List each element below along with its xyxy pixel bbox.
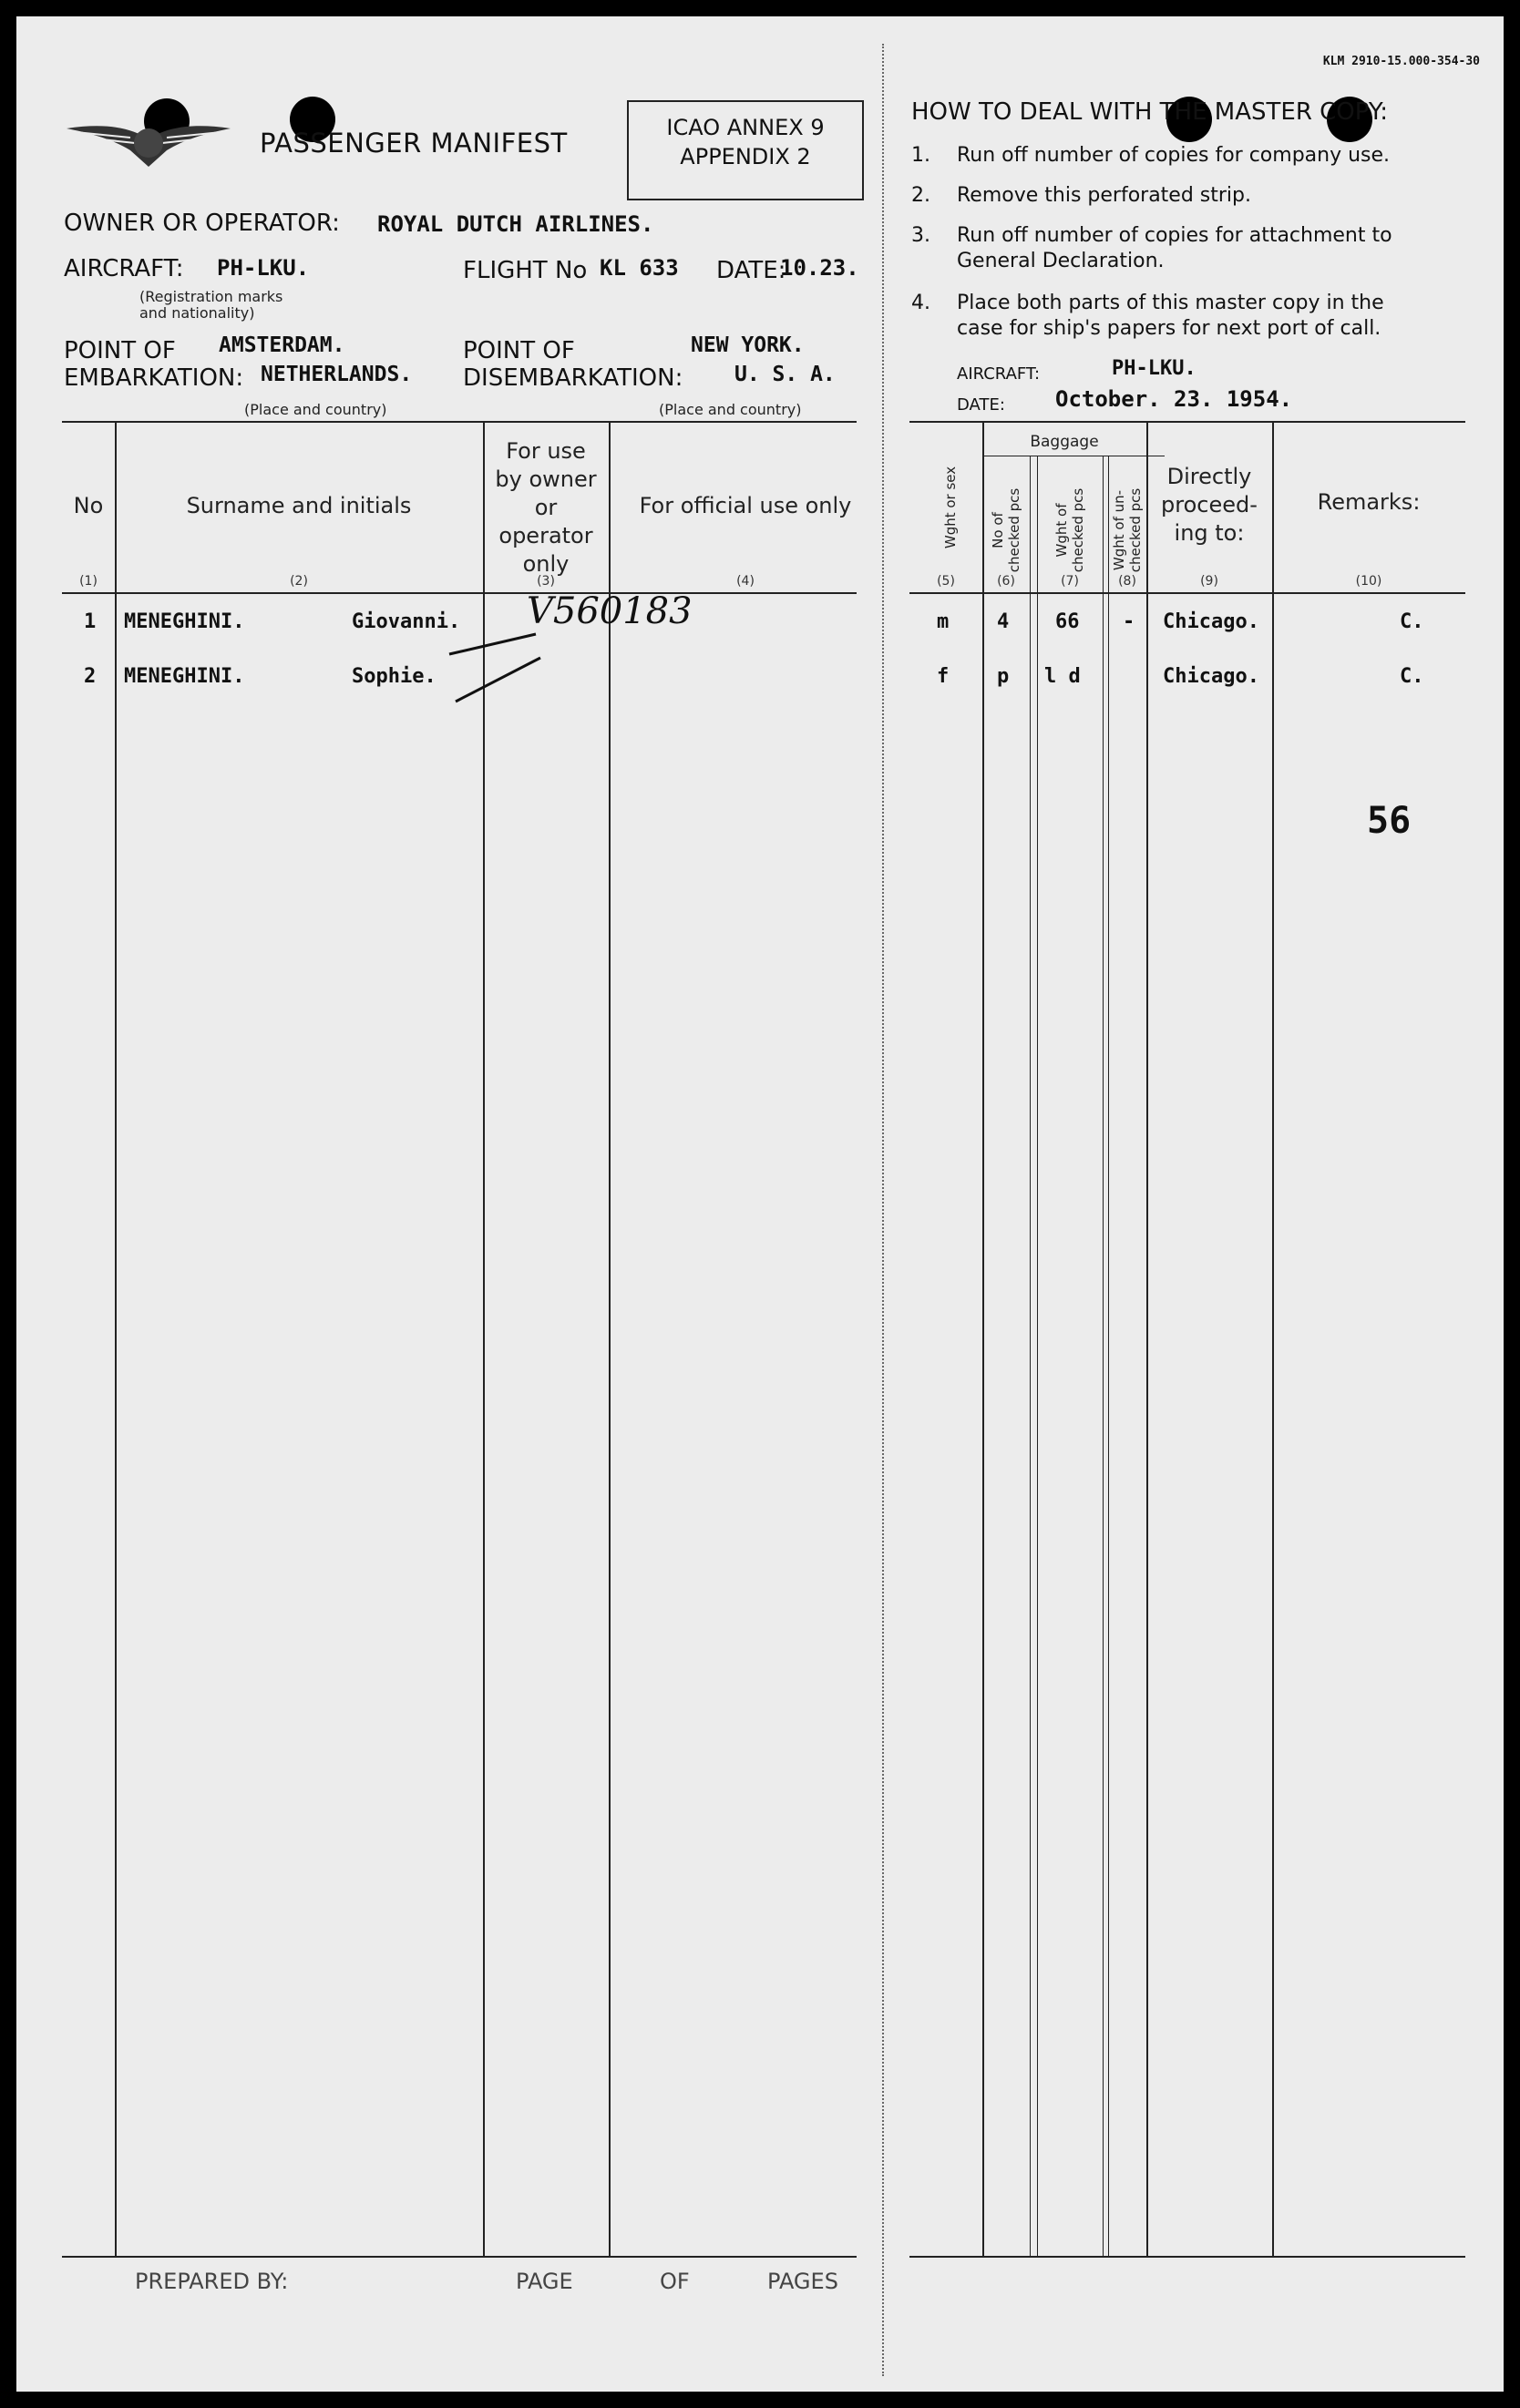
embarkation-note: (Place and country) [244,401,387,418]
flight-value: KL 633 [600,255,679,281]
col-header-surname: Surname and initials [186,493,412,518]
col-divider [115,421,117,2256]
embarkation-country: NETHERLANDS. [261,363,413,386]
col-divider [609,421,611,2256]
instructions-date-label: DATE: [957,395,1005,415]
col-divider [1103,456,1104,2256]
weight-checked-line-2: checked pcs [1070,487,1086,573]
annex-line-2: APPENDIX 2 [680,144,811,169]
row-1-sex: m [937,610,950,633]
instruction-3-text: Run off number of copies for attachment to [957,224,1392,247]
form-code: KLM 2910-15.000-354-30 [1322,55,1480,68]
flight-date-value: 10.23. [780,255,859,281]
aircraft-note-2: and nationality) [139,304,255,322]
disembarkation-country: U. S. A. [734,363,836,386]
row-2-sex: f [937,665,950,688]
flight-date-label: DATE: [716,257,786,284]
col-header-weight-checked [1053,479,1086,581]
page-number: 56 [1367,800,1412,842]
col-divider [1146,421,1148,2256]
weight-unchecked-line-1: Wght of un- [1111,489,1127,571]
col-divider [1272,421,1274,2256]
col-header-directly-2: proceed- [1161,492,1258,517]
perforation-line [882,44,884,2376]
disembarkation-city: NEW YORK. [691,333,805,357]
row-1-pieces: 4 [997,610,1010,633]
annex-line-1: ICAO ANNEX 9 [666,115,825,140]
col-divider [1030,456,1031,2256]
row-2-first-name: Sophie. [352,665,436,688]
embarkation-label-1: POINT OF [64,337,176,364]
col-header-checked-pcs [990,479,1022,581]
header-bottom-right [909,592,1465,594]
col-number: (2) [290,574,308,589]
embarkation-city: AMSTERDAM. [219,333,345,357]
col-header-no: No [73,493,104,518]
col-header-owner-use-1: For use [506,438,586,464]
owner-value: ROYAL DUTCH AIRLINES. [377,211,654,237]
instructions-aircraft-label: AIRCRAFT: [957,364,1041,384]
col-number: (6) [997,574,1015,589]
aircraft-note-1: (Registration marks [139,288,283,305]
disembarkation-label-2: DISEMBARKATION: [463,364,683,392]
handwritten-mark-icon [445,627,545,709]
col-number: (4) [736,574,755,589]
col-number: (7) [1061,574,1079,589]
instruction-4-text: Place both parts of this master copy in the [957,292,1384,314]
table-top-right [909,421,1465,423]
col-header-weight-unchecked [1111,479,1144,581]
col-number: (9) [1200,574,1218,589]
row-2-no: 2 [84,665,97,688]
row-2-destination: Chicago. [1163,665,1259,688]
owner-label: OWNER OR OPERATOR: [64,210,340,237]
weight-checked-line-1: Wght of [1053,503,1070,558]
flight-label: FLIGHT No [463,257,588,284]
annex-box [627,100,864,200]
aircraft-value: PH-LKU. [217,255,310,281]
row-1-destination: Chicago. [1163,610,1259,633]
col-divider [1037,456,1038,2256]
instruction-2-num: 2. [911,184,930,207]
manifest-sheet [16,16,1504,2392]
col-divider [1108,456,1109,2256]
instruction-4-text-2: case for ship's papers for next port of call. [957,317,1381,340]
col-header-owner-use-4: operator [498,523,593,548]
instruction-2-text: Remove this perforated strip. [957,184,1252,207]
header-bottom-left [62,592,857,594]
footer-page: PAGE [516,2269,573,2294]
footer-prepared-by: PREPARED BY: [135,2269,289,2294]
disembarkation-note: (Place and country) [659,401,802,418]
col-header-directly-1: Directly [1166,464,1252,489]
footer-of: OF [660,2269,690,2294]
checked-pcs-line-2: checked pcs [1006,487,1022,573]
instruction-3-text-2: General Declaration. [957,250,1165,272]
instructions-aircraft-value: PH-LKU. [1112,357,1196,380]
col-header-remarks: Remarks: [1317,489,1421,515]
checked-pcs-line-1: No of [990,512,1006,548]
row-2-surname: MENEGHINI. [124,665,245,688]
row-1-surname: MENEGHINI. [124,610,245,633]
weight-unchecked-line-2: checked pcs [1127,487,1144,573]
col-divider [982,421,984,2256]
col-header-owner-use-2: by owner [495,466,597,492]
col-header-baggage: Baggage [1030,433,1099,451]
col-number: (1) [79,574,98,589]
col-header-official: For official use only [639,493,852,518]
klm-logo-icon [67,103,231,176]
aircraft-label: AIRCRAFT: [64,255,184,282]
instruction-1-text: Run off number of copies for company use. [957,144,1391,167]
instruction-3-num: 3. [911,224,930,247]
row-1-no: 1 [84,610,97,633]
row-1-weight: 66 [1055,610,1080,633]
table-top-left [62,421,857,423]
row-1-remarks: C. [1400,610,1424,633]
col-number: (3) [537,574,555,589]
col-number: (8) [1118,574,1136,589]
instruction-4-num: 4. [911,292,930,314]
col-header-directly-3: ing to: [1174,520,1245,546]
table-bottom-right [909,2256,1465,2258]
disembarkation-label-1: POINT OF [463,337,575,364]
page-title: PASSENGER MANIFEST [260,128,568,159]
footer-pages: PAGES [767,2269,838,2294]
col-header-owner-use-5: only [522,551,570,577]
col-number: (5) [937,574,955,589]
instructions-date-value: October. 23. 1954. [1055,386,1293,412]
row-1-unchecked: - [1123,610,1135,633]
row-2-weight: l d [1044,665,1081,688]
embarkation-label-2: EMBARKATION: [64,364,244,392]
row-2-pieces: p [997,665,1010,688]
row-1-handwritten-number: V560183 [527,590,693,632]
col-header-owner-use-3: or [534,495,558,520]
instructions-heading: HOW TO DEAL WITH THE MASTER COPY: [911,98,1389,126]
row-2-remarks: C. [1400,665,1424,688]
table-bottom-left [62,2256,857,2258]
col-header-weight-sex: Wght or sex [942,466,959,549]
instruction-1-num: 1. [911,144,930,167]
col-number: (10) [1355,574,1382,589]
row-1-first-name: Giovanni. [352,610,461,633]
